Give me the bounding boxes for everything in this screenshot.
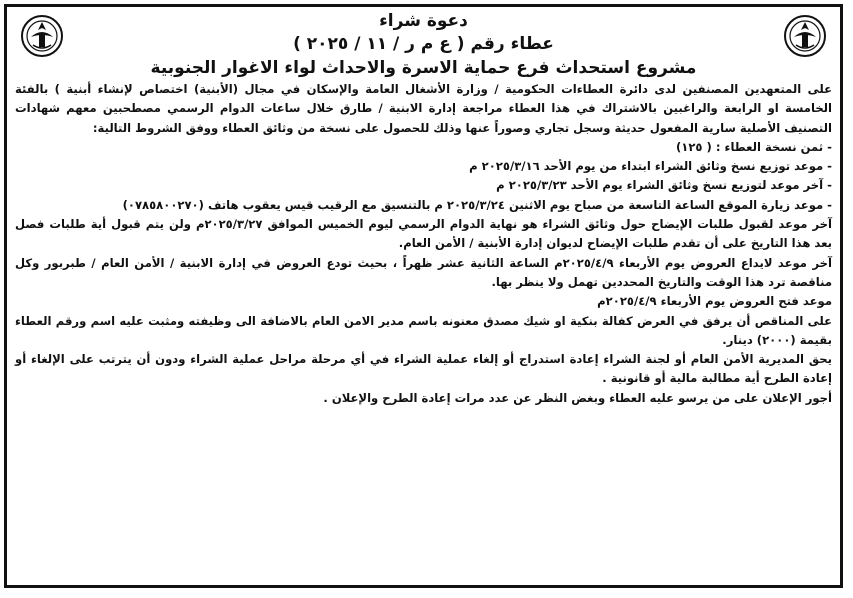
notice-title: دعوة شراء xyxy=(379,11,468,31)
clarification-deadline: آخر موعد لقبول طلبات الإيضاح حول وثائق الشراء هو نهاية الدوام الرسمي ليوم الخميس الموافق ٢٠٢٥/٣/٢٧م ولن يتم قبول أية طلبات فصل بعد هذا التاريخ على أن تقدم طلبات الإيضاح لديوان إدارة الأبنية / الأمن العام. xyxy=(15,217,832,251)
intro-paragraph: على المتعهدين المصنفين لدى دائرة العطاءات الحكومية / وزارة الأشغال العامة والإسكان في مجال (الأبنية) اختصاص لإنشاء أبنية ) بالفئة الخامسة او الرابعة والراغبين بالاشتراك في هذا العطاء مراجعة إدارة الابنية / طارق خلال ساعات الدوام الرسمي مصطحبين معهم شهادات التصنيف الأصلية سارية المفعول حديثة وسجل تجاري وصوراً عنها وذلك للحصول على نسخة من وثائق العطاء ووفق الشروط التالية: xyxy=(15,82,832,135)
emblem-icon xyxy=(782,13,828,59)
condition-item: - موعد زيارة الموقع الساعة التاسعة من صباح يوم الاثنين ٢٠٢٥/٣/٢٤ م بالتنسيق مع الرقيب قيس يعقوب هاتف (٠٧٨٥٨٠٠٢٧٠) xyxy=(122,197,832,212)
condition-item: - آخر موعد لتوزيع نسخ وثائق الشراء يوم الأحد ٢٠٢٥/٣/٢٣ م xyxy=(496,178,832,193)
advertising-clause: أجور الإعلان على من يرسو عليه العطاء وبغض النظر عن عدد مرات إعادة الطرح والإعلان . xyxy=(323,390,832,405)
guarantee-clause: على المناقص أن يرفق في العرض كفالة بنكية او شيك مصدق معنونه باسم مدير الامن العام بالاضافة الى وظيفته ومثبت عليه اسم ورقم العطاء بقيمة (٢٠٠٠) دينار. xyxy=(15,313,832,347)
cancellation-clause: يحق المديرية الأمن العام أو لجنة الشراء إعادة استدراج أو إلغاء عملية الشراء في أي مرحلة مراحل عملية الشراء ودون أن يترتب على الإلغاء أو إعادة الطرح أية مطالبة مالية أو قانونية . xyxy=(15,352,832,386)
submission-deadline: آخر موعد لايداع العروض يوم الأربعاء ٢٠٢٥/٤/٩م الساعة الثانية عشر ظهراً ، بحيث تودع العروض في إدارة الابنية / الأمن العام / طبربور وكل مناقصة ترد هذا الوقت والتاريخ المحددين تهمل ولا ينظر بها. xyxy=(15,255,832,289)
project-title: مشروع استحداث فرع حماية الاسرة والاحداث لواء الاغوار الجنوبية xyxy=(150,58,697,78)
tender-number: عطاء رقم ( ع م ر / ١١ / ٢٠٢٥ ) xyxy=(293,34,554,54)
condition-item: - ثمن نسخة العطاء : ( ١٢٥) xyxy=(675,139,832,154)
tender-notice xyxy=(4,4,843,588)
condition-item: - موعد توزيع نسخ وثائق الشراء ابتداء من يوم الأحد ٢٠٢٥/٣/١٦ م xyxy=(469,159,832,174)
opening-date: موعد فتح العروض يوم الأربعاء ٢٠٢٥/٤/٩م xyxy=(597,294,832,309)
notice-header xyxy=(7,7,840,80)
emblem-icon xyxy=(19,13,65,59)
notice-body xyxy=(7,80,840,408)
